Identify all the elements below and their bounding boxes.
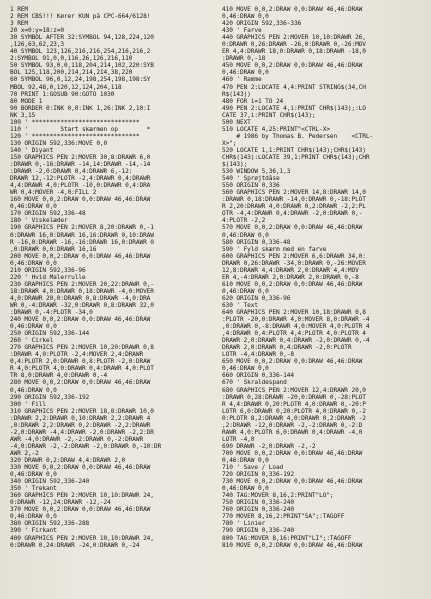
listing-line: ,2:DRAWR -12,0:DRAWR -2,-2:DRAWR 0,-2:D [222, 421, 363, 429]
listing-line: 610 MOVE 0,0,2:DRAW 0,0:DRAW 46,46:DRAW [222, 280, 363, 288]
listing-line: 680 GRAPHICS PEN 2:MOVER 12,4:DRAWR 20,0 [222, 386, 366, 394]
listing-line: 4:PLOTR -2,2 [222, 217, 266, 225]
listing-line: R 4,4:DRAWR 0,20:PLOTR 4,0:DRAWR 0,-20:P [222, 400, 366, 408]
listing-line: :DRAWR -2,0:DRAWR 0,4:DRAWR 6,-12: [10, 168, 133, 176]
listing-line: 690 DRAWR -2,0:DRAWR -2,-2 [222, 442, 316, 450]
listing-line: 780 ' Linier [222, 520, 266, 528]
listing-line: 380 ORIGIN 592,336-288 [10, 520, 90, 528]
listing-line: LOTR -4,0 [222, 435, 255, 443]
listing-line: 230 GRAPHICS PEN 2:MOVER 20,22:DRAWR 0,- [10, 280, 154, 288]
listing-line: 600 GRAPHICS PEN 2:MOVER 6,6:DRAWR 34,0: [222, 252, 366, 260]
listing-line: DRAWR 0,26:DRAWR -34,0:DRAWR 0,-26:MOVER [222, 259, 366, 267]
listing-line: -2,0:DRAWR -4,4:DRAWR -2,0:DRAWR -2,2:DR [10, 428, 154, 436]
listing-line: 320 DRAWR 0,2:DRAW 4,4:DRAWR 2,0 [10, 457, 126, 464]
listing-line: R -16,0:DRAWR -16,-16:DRAWR 16,0:DRAWR 0 [10, 238, 154, 246]
listing-line: 530 WINDOW 5,36,1,3 [222, 168, 291, 176]
listing-line: 1 REM [10, 6, 28, 13]
listing-line: 490 PEN 2:LOCATE 4,i:PRINT CHR$(143);:LO [222, 104, 366, 112]
listing-line: 70 PRINT 1:GOSUB 90:GOTO 1030 [10, 90, 115, 98]
listing-line: 0,46:DRAW 0,0 [10, 323, 57, 331]
listing-line: 520 LOCATE 1,1:PRINT CHR$(143);CHR$(143) [222, 146, 366, 154]
listing-line: 800 TAG:MOVER 8,16:PRINT"LI";:TAGOFF [222, 534, 352, 542]
listing-line: 130 ORIGIN 592,336:MOVE 0,0 [10, 139, 108, 147]
listing-line: 0,46:DRAW 0,0 [222, 457, 269, 464]
listing-line: 550 ORIGIN 0,336 [222, 182, 280, 190]
listing-line: 60 SYMBOL 96,0,12,24,198,254,198,198:SY [10, 76, 151, 84]
listing-line: 50 SYMBOL 93,0,0,118,204,214,102,220:SYB [10, 62, 154, 70]
listing-line: 0,46:DRAW 0,0 [222, 485, 269, 493]
listing-line: 430 ' Farve [222, 27, 262, 35]
listing-line: OTR -4,4:DRAWR 0,4:DRAWR -2,0:DRAWR 0,- [222, 210, 363, 218]
listing-line: LOTR -4,4:DRAWR 0,-8 [222, 351, 294, 359]
listing-line: 0,46:DRAW 0,0 [10, 513, 57, 521]
listing-line: 170 ORIGIN 592,336-48 [10, 210, 86, 218]
listing-line: 420 ORIGIN 592,336-336 [222, 20, 302, 28]
listing-line: 0,46:DRAW 0,0 [10, 203, 57, 211]
listing-line: 470 PEN 2:LOCATE 4,4:PRINT STRING$(34,CH [222, 83, 366, 91]
listing-line: :DRAWR 4,0:PLOTR -2,4:MOVER 2,4:DRAWR [10, 351, 144, 359]
listing-line: 2:SYMBOL 91,0,0,116,26,126,216,110 [10, 55, 133, 63]
listing-line: 0,46:DRAW 0,0 [222, 287, 269, 295]
listing-line: :DRAWR 0,-18 [222, 55, 266, 63]
listing-line: 590 ' Fyld skærm med en farve [222, 245, 327, 253]
listing-line: 620 ORIGIN 0,336-96 [222, 294, 291, 302]
listing-line: 0,46:DRAW 0,0 [222, 69, 269, 77]
listing-line: 570 MOVE 0,0,2:DRAW 0,0:DRAW 46,46:DRAW [222, 224, 363, 232]
listing-line: 580 ORIGIN 0,336-48 [222, 238, 291, 246]
listing-line: ER 4,4:DRAWR 18,0:DRAWR 0,18:DRAWR -18,0 [222, 48, 366, 56]
listing-line: 740 TAG:MOVER 8,16,2:PRINT"LO"; [222, 492, 334, 500]
listing-line: 260 ' Cirkel [10, 337, 54, 345]
listing-line: AWR 2,-2 [10, 449, 39, 457]
listing-line: DRAWR 12,-12:PLOTR -2,4:DRAWR 0,4:DRAWR [10, 175, 151, 183]
listing-line: 340 ORIGIN 592,336-240 [10, 478, 90, 486]
listing-line: 0,46:DRAW 0,0 [222, 13, 269, 21]
listing-line: :DRAWR 2,2:DRAWR 0,10:DRAWR 2,2:DRAWR 4 [10, 414, 151, 422]
listing-line: 450 MOVE 0,0,2:DRAW 0,0:DRAW 46,46:DRAW [222, 62, 363, 70]
listing-line: 370 MOVE 0,0,2:DRAW 0,0:DRAW 46,46:DRAW [10, 506, 151, 514]
listing-line: RAWR 4,0:PLOTR 6,0:DRAWR 0,4:DRAWR -4,0 [222, 428, 363, 436]
listing-line: WR 0,4:MOVER -4,0:FILL 2 [10, 189, 97, 197]
listing-line: :DRAWR 0,-4:PLOTR -34,0 [10, 309, 93, 317]
listing-line: 640 GRAPHICS PEN 2:MOVER 10,18:DRAWR 0,8 [222, 309, 366, 317]
listing-line: :PLOTR -20,0:DRAWR 4,0:MOVER 8,0:DRAWR -4 [222, 316, 370, 324]
listing-line: 0:DRAWR 0,26:DRAWR -26,0:DRAWR 0,-26:MOV [222, 41, 366, 49]
listing-line: 360 GRAPHICS PEN 2:MOVER 10,10:DRAWR 24, [10, 492, 154, 500]
listing-line: $(143); [222, 161, 248, 169]
listing-line: 390 ' Firkant [10, 527, 57, 535]
listing-line: 18:DRAWR 4,0:DRAWR 0,18:DRAWR -4,0:MOVER [10, 287, 154, 295]
listing-line: 790 ORIGIN 0,336-240 [222, 527, 294, 535]
listing-line: R$(143)) [222, 90, 251, 98]
listing-line: 160 MOVE 0,0,2:DRAW 0,0:DRAW 46,46:DRAW [10, 196, 151, 204]
listing-line: 720 ORIGIN 0,336-192 [222, 471, 294, 479]
listing-line: 120 ' ****************************** [10, 132, 140, 140]
listing-line: 0,46:DRAW 0,0 [10, 471, 57, 479]
listing-column-right [222, 6, 427, 549]
listing-line: 730 MOVE 0,0,2:DRAW 0,0:DRAW 46,46:DRAW [222, 478, 363, 486]
listing-line: 80 MODE 1 [10, 97, 43, 105]
listing-line: 480 FOR i=1 TO 24 [222, 97, 284, 105]
listing-line: 670 ' Skraldespand [222, 379, 287, 387]
listing-line: 330 MOVE 0,0,2:DRAW 0,0:DRAW 46,46:DRAW [10, 464, 151, 472]
listing-line: :DRAWR 0,-16:DRAWR -14,14:DRAWR -14,-14 [10, 161, 151, 169]
listing-line: BOL 125,118,200,214,214,214,38,220 [10, 69, 133, 77]
listing-line: CHR$(143):LOCATE 39,1:PRINT CHR$(143);CHR [222, 153, 370, 161]
listing-line: 350 ' Trekant [10, 485, 57, 493]
listing-line: 40 SYMBOL 123,126,216,216,254,216,216,2 [10, 48, 151, 56]
listing-line: 0:DRAWR 0,24:DRAWR -24,0:DRAWR 0,-24 [10, 541, 140, 549]
listing-line: 30 SYMBOL AFTER 32:SYMBOL 94,128,224,120 [10, 34, 154, 42]
listing-line: 760 ORIGIN 0,336-240 [222, 506, 294, 514]
listing-line: 510 LOCATE 4,25:PRINT"<CTRL-X> [222, 125, 330, 133]
listing-line: 750 ORIGIN 0,336-240 [222, 499, 294, 507]
listing-line: 400 GRAPHICS PEN 2:MOVER 10,10:DRAWR 24, [10, 534, 154, 542]
listing-line: 410 MOVE 0,0,2:DRAW 0,0:DRAW 46,46:DRAW [222, 6, 363, 13]
listing-line: WR 0,-4:DRAWR -32,0:DRAWR 0,8:DRAWR 32,0 [10, 301, 154, 309]
listing-line: 300 ' Fill [10, 400, 46, 408]
listing-line: ER 4,-4:DRAWR 2,0:DRAWR 2,0:DRAWR 0,-8 [222, 273, 359, 281]
listing-line: ,0:DRAWR 2,2:DRAWR 0,2:DRAWR -2,2:DRAWR [10, 421, 151, 429]
listing-column-left [10, 6, 215, 549]
listing-line: 20 x=0:y=18:z=0 [10, 27, 64, 35]
listing-line: TR 8,0:DRAWR 4,0:DRAWR 0,-4 [10, 372, 108, 380]
listing-line: 180 ' Viskelæder [10, 217, 68, 225]
listing-line: X>"; [222, 139, 237, 147]
listing-line: ,126,63,62,23,3 [10, 41, 64, 49]
listing-line: 0:DRAWR -12,24:DRAWR -12,-24 [10, 499, 111, 507]
listing-line: 310 GRAPHICS PEN 2:MOVER 18,8:DRAWR 10,0 [10, 407, 154, 415]
listing-line: 12,8:DRAWR 4,4:DRAWR 2,0:DRAWR 4,4:MOV [222, 266, 359, 274]
listing-line: ,4:DRAWR 0,4:PLOTR 4,4:PLOTR 4,0:PLOTR 4 [222, 330, 366, 338]
listing-line: 700 MOVE 0,0,2:DRAW 0,0:DRAW 46,46:DRAW [222, 449, 363, 457]
listing-line: R 2,20:DRAWR 4,0:DRAWR 0,2:DRAWR -2,2:PL [222, 203, 366, 211]
listing-line: 650 MOVE 0,0,2:DRAW 0,0:DRAW 46,46:DRAW [222, 358, 363, 366]
listing-line: NK 3,15 [10, 111, 36, 119]
listing-line: 220 ' Hvid Malerrulle [10, 273, 86, 281]
listing-line: 3 REM [10, 20, 28, 28]
listing-line: 560 GRAPHICS PEN 2:MOVER 14,8:DRAWR 14,0 [222, 189, 366, 197]
listing-line: DRAWR 2,0:DRAWR 0,4:DRAWR -2,0:PLOTR [222, 344, 352, 352]
listing-line: 0,46:DRAW 0,0 [10, 259, 57, 267]
listing-line: 630 ' Text [222, 301, 258, 309]
listing-line: R 4,0:PLOTR 4,0:DRAWR 0,4:DRAWR 4,0:PLOT [10, 365, 154, 373]
listing-line: 770 MOVER 8,16,2:PRINT"SA";:TAGOFF [222, 513, 345, 521]
listing-line: 0:PLOTR 8,2:DRAWR 4,0:DRAWR 0,2:DRAWR -2 [222, 414, 366, 422]
listing-line: 660 ORIGIN 0,336-144 [222, 372, 294, 380]
listing-line: DRAWR 2,0:DRAWR 0,4:DRAWR -2,0:DRAWR 0,-4 [222, 337, 370, 345]
listing-line: 0:DRAWR 16,0:DRAWR 16,16:DRAWR 0,10:DRAW [10, 231, 154, 239]
listing-line: 100 ' ****************************** [10, 118, 140, 126]
listing-line: :DRAWR 0,28:DRAWR -20,0:DRAWR 0,-28:PLOT [222, 393, 366, 401]
listing-line: 540 ' Sprøjtdåse [222, 175, 280, 183]
listing-line: 710 ' Save / Load [222, 464, 284, 472]
listing-line: MBOL 92,48,0,120,12,124,204,118 [10, 83, 122, 91]
listing-line: 440 GRAPHICS PEN 2:MOVER 10,10:DRAWR 26, [222, 34, 366, 42]
listing-line: 0,46:DRAW 0,0 [222, 365, 269, 373]
listing-line: 110 ' Start skærmen op * [10, 125, 151, 133]
listing-line: 810 MOVE 0,0,2:DRAW 0,0:DRAW 46,46:DRAW [222, 541, 363, 549]
listing-line: # 1986 by Thomas B. Pedersen <CTRL- [222, 132, 374, 140]
listing-line: 2 REM CBS!!! Kører KUN på CPC-664/6128! [10, 13, 151, 21]
listing-line: 280 MOVE 0,0,2:DRAW 0,0:DRAW 46,46:DRAW [10, 379, 151, 387]
listing-line: 0,46:DRAW 0,0 [10, 386, 57, 394]
listing-line: 500 NEXT [222, 118, 251, 126]
listing-line: 4,0:DRAWR 20,0:DRAWR 0,8:DRAWR -4,0:DRA [10, 294, 151, 302]
listing-line: 270 GRAPHICS PEN 2:MOVER 10,20:DRAWR 0,8 [10, 344, 154, 352]
listing-line: 240 MOVE 0,0,2:DRAW 0,0:DRAW 46,46:DRAW [10, 316, 151, 324]
listing-line: 0,46:DRAW 0,0 [222, 231, 269, 239]
listing-line: LOTR 6,0:DRAWR 0,20:PLOTR 4,0:DRAWR 0,-2 [222, 407, 366, 415]
listing-line: 460 ' Ramme [222, 76, 262, 84]
listing-line: ,0:DRAWR 0,0:DRAWR 16,16 [10, 245, 97, 253]
listing-line: -4,0:DRAWR -2,-2:DRAWR -2,0:DRAWR 0,-10:DR [10, 442, 162, 450]
listing-line: 210 ORIGIN 592,336-96 [10, 266, 86, 274]
listing-line: ,0:DRAWR 0,-8:DRAWR 4,0:MOVER 4,0:PLOTR 4 [222, 323, 370, 331]
listing-line: :DRAWR 0,18:DRAWR -14,0:DRAWR 0,-18:PLOT [222, 196, 366, 204]
listing-line: 140 ' Diyant [10, 146, 54, 154]
listing-line: 200 MOVE 0,0,2:DRAW 0,0:DRAW 46,46:DRAW [10, 252, 151, 260]
listing-line: 190 GRAPHICS PEN 2:MOVER 8,20:DRAWR 0,-1 [10, 224, 154, 232]
listing-line: 250 ORIGIN 592,336-144 [10, 330, 90, 338]
listing-line: 150 GRAPHICS PEN 2:MOVER 30,8:DRAWR 6,0 [10, 153, 151, 161]
listing-line: CATE 37,i:PRINT CHR$(143); [222, 111, 316, 119]
listing-line: 90 BORDER 0:INK 0,0:INK 1,26:INK 2,10:I [10, 104, 151, 112]
listing-line: AWR -4,0:DRAWR -2,-2:DRAWR 0,-2:DRAWR [10, 435, 144, 443]
listing-line: 4,4:DRAWR 4,0:PLOTR -10,0:DRAWR 0,4:DRA [10, 182, 151, 190]
listing-line: 290 ORIGIN 592,336-192 [10, 393, 90, 401]
listing-line: 0,4:PLOTR 2,0:DRAWR 0,8:PLOTR -2,0:DRAW [10, 358, 151, 366]
